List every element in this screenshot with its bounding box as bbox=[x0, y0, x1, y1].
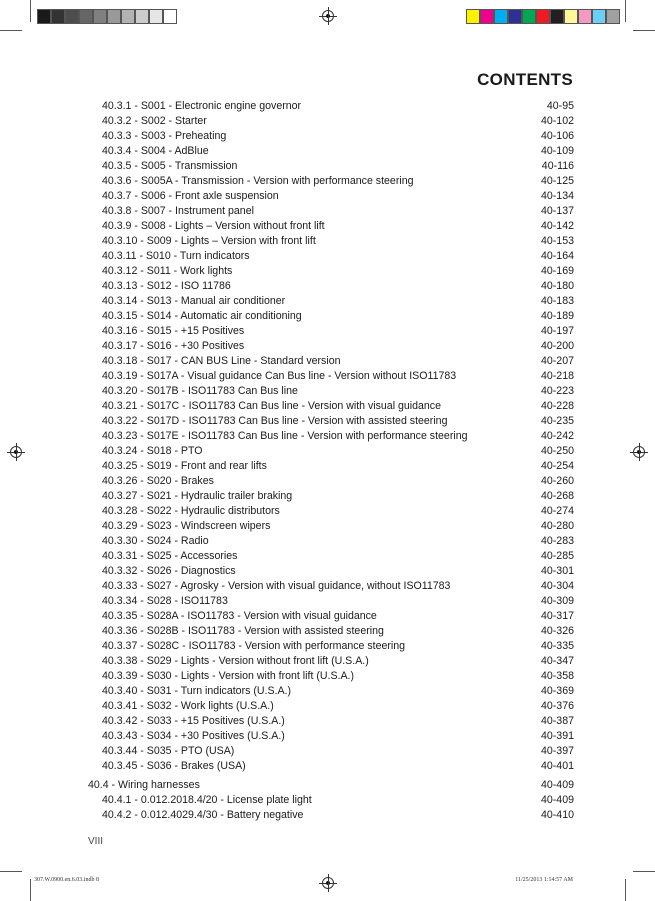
toc-entry-page: 40-409 bbox=[541, 794, 574, 806]
crop-mark-bottom-left bbox=[0, 871, 22, 872]
toc-entry-row bbox=[88, 324, 574, 339]
toc-entry-page: 40-410 bbox=[541, 809, 574, 821]
toc-entry-title: 40.3.26 - S020 - Brakes bbox=[102, 475, 214, 487]
toc-entry-page: 40-116 bbox=[541, 160, 574, 172]
toc-entry-page: 40-401 bbox=[541, 760, 574, 772]
toc-entry-title: 40.3.17 - S016 - +30 Positives bbox=[102, 340, 245, 352]
toc-entry-page: 40-280 bbox=[541, 520, 574, 532]
gray-swatch bbox=[121, 9, 135, 24]
toc-entry-title: 40.3.42 - S033 - +15 Positives (U.S.A.) bbox=[102, 715, 285, 727]
page-title: CONTENTS bbox=[477, 70, 573, 89]
gray-swatch bbox=[79, 9, 93, 24]
toc-entry-page: 40-180 bbox=[541, 280, 574, 292]
toc-entry-title: 40.3.32 - S026 - Diagnostics bbox=[102, 565, 236, 577]
toc-entry-page: 40-207 bbox=[541, 355, 574, 367]
toc-entry-page: 40-387 bbox=[541, 715, 574, 727]
gray-swatch bbox=[107, 9, 121, 24]
color-swatch bbox=[480, 9, 494, 24]
toc-entry-row bbox=[88, 99, 574, 114]
gray-swatch bbox=[51, 9, 65, 24]
toc-entry-title: 40.3.14 - S013 - Manual air conditioner bbox=[102, 295, 286, 307]
toc-entry-row bbox=[88, 729, 574, 744]
toc-entry-row bbox=[88, 549, 574, 564]
toc-entry-title: 40.3.23 - S017E - ISO11783 Can Bus line - Version with performance steering bbox=[102, 430, 468, 442]
toc-entry-row bbox=[88, 189, 574, 204]
registration-mark-bottom-icon bbox=[322, 877, 334, 889]
toc-entry-title: 40.3.36 - S028B - ISO11783 - Version with assisted steering bbox=[102, 625, 384, 637]
toc-entry-row bbox=[88, 594, 574, 609]
toc-entry-page: 40-369 bbox=[541, 685, 574, 697]
toc-entry-title: 40.3.8 - S007 - Instrument panel bbox=[102, 205, 254, 217]
toc-entry-page: 40-142 bbox=[541, 220, 574, 232]
toc-entry-page: 40-106 bbox=[541, 130, 574, 142]
print-slug-date: 11/25/2013 1:14:57 AM bbox=[515, 877, 573, 883]
toc-entry-page: 40-283 bbox=[541, 535, 574, 547]
toc-entry-title: 40.3.15 - S014 - Automatic air conditioning bbox=[102, 310, 302, 322]
toc-entry-title: 40.3.20 - S017B - ISO11783 Can Bus line bbox=[102, 385, 298, 397]
toc-entry-row bbox=[88, 264, 574, 279]
gray-swatch bbox=[163, 9, 177, 24]
toc-entry-row bbox=[88, 294, 574, 309]
crop-mark-top-right bbox=[633, 30, 655, 31]
toc-entry-title: 40.3.41 - S032 - Work lights (U.S.A.) bbox=[102, 700, 274, 712]
toc-entry-row bbox=[88, 279, 574, 294]
toc-entry-row bbox=[88, 219, 574, 234]
toc-entry-row bbox=[88, 759, 574, 774]
toc-entry-page: 40-347 bbox=[541, 655, 574, 667]
toc-entry-title: 40.3.11 - S010 - Turn indicators bbox=[102, 250, 250, 262]
toc-entry-title: 40.3.34 - S028 - ISO11783 bbox=[102, 595, 228, 607]
toc-entry-page: 40-285 bbox=[541, 550, 574, 562]
toc-entry-row bbox=[88, 174, 574, 189]
toc-entry-title: 40.3.1 - S001 - Electronic engine governor bbox=[102, 100, 302, 112]
toc-entry-title: 40.4.2 - 0.012.4029.4/30 - Battery negative bbox=[102, 809, 304, 821]
toc-entry-page: 40-164 bbox=[541, 250, 574, 262]
toc-entry-page: 40-376 bbox=[541, 700, 574, 712]
gray-swatch-bar bbox=[37, 9, 177, 24]
crop-mark-bottom-right-v bbox=[625, 879, 626, 901]
toc-entry-page: 40-228 bbox=[541, 400, 574, 412]
toc-entry-title: 40.3.13 - S012 - ISO 11786 bbox=[102, 280, 231, 292]
toc-entry-row bbox=[88, 519, 574, 534]
toc-entry-row bbox=[88, 234, 574, 249]
toc-entry-title: 40.3.21 - S017C - ISO11783 Can Bus line - Version with visual guidance bbox=[102, 400, 441, 412]
toc-entry-page: 40-391 bbox=[541, 730, 574, 742]
toc-entry-row bbox=[88, 564, 574, 579]
toc-entry-title: 40.3.22 - S017D - ISO11783 Can Bus line - Version with assisted steering bbox=[102, 415, 448, 427]
toc-entry-title: 40.3.33 - S027 - Agrosky - Version with visual guidance, without ISO11783 bbox=[102, 580, 451, 592]
color-swatch bbox=[592, 9, 606, 24]
toc-entry-title: 40.3.39 - S030 - Lights - Version with front lift (U.S.A.) bbox=[102, 670, 355, 682]
toc-entry-title: 40.3.25 - S019 - Front and rear lifts bbox=[102, 460, 267, 472]
toc-entry-row bbox=[88, 474, 574, 489]
toc-entry-title: 40.3.4 - S004 - AdBlue bbox=[102, 145, 209, 157]
color-swatch bbox=[508, 9, 522, 24]
table-of-contents bbox=[88, 99, 574, 823]
toc-entry-title: 40.3.3 - S003 - Preheating bbox=[102, 130, 227, 142]
toc-entry-row bbox=[88, 654, 574, 669]
toc-entry-title: 40.3.5 - S005 - Transmission bbox=[102, 160, 238, 172]
toc-entry-page: 40-309 bbox=[541, 595, 574, 607]
toc-entry-title: 40.3.38 - S029 - Lights - Version without front lift (U.S.A.) bbox=[102, 655, 369, 667]
toc-entry-row bbox=[88, 459, 574, 474]
color-swatch bbox=[466, 9, 480, 24]
toc-entry-page: 40-335 bbox=[541, 640, 574, 652]
gray-swatch bbox=[135, 9, 149, 24]
toc-entry-title: 40.3.43 - S034 - +30 Positives (U.S.A.) bbox=[102, 730, 285, 742]
toc-entry-row bbox=[88, 684, 574, 699]
toc-entry-title: 40.3.6 - S005A - Transmission - Version with performance steering bbox=[102, 175, 414, 187]
toc-entry-page: 40-109 bbox=[541, 145, 574, 157]
color-swatch bbox=[564, 9, 578, 24]
toc-entry-title: 40.3.44 - S035 - PTO (USA) bbox=[102, 745, 235, 757]
toc-entry-page: 40-95 bbox=[546, 100, 574, 112]
color-swatch bbox=[522, 9, 536, 24]
toc-entry-title: 40.3.24 - S018 - PTO bbox=[102, 445, 203, 457]
toc-entry-row bbox=[88, 309, 574, 324]
toc-entry-row bbox=[88, 159, 574, 174]
toc-entry-row bbox=[88, 384, 574, 399]
toc-entry-page: 40-235 bbox=[541, 415, 574, 427]
page-number: VIII bbox=[88, 836, 104, 847]
toc-entry-title: 40.3.40 - S031 - Turn indicators (U.S.A.) bbox=[102, 685, 292, 697]
gray-swatch bbox=[37, 9, 51, 24]
crop-mark-bottom-right bbox=[633, 871, 655, 872]
toc-entry-title: 40.3.19 - S017A - Visual guidance Can Bus line - Version without ISO11783 bbox=[102, 370, 457, 382]
toc-entry-row bbox=[88, 129, 574, 144]
color-swatch bbox=[536, 9, 550, 24]
color-swatch bbox=[494, 9, 508, 24]
toc-section-row bbox=[88, 778, 574, 793]
toc-entry-row bbox=[88, 354, 574, 369]
toc-entry-row bbox=[88, 444, 574, 459]
toc-entry-page: 40-358 bbox=[541, 670, 574, 682]
toc-entry-page: 40-301 bbox=[541, 565, 574, 577]
toc-entry-row bbox=[88, 144, 574, 159]
toc-entry-title: 40.3.35 - S028A - ISO11783 - Version with visual guidance bbox=[102, 610, 377, 622]
toc-entry-row bbox=[88, 114, 574, 129]
color-swatch-bar bbox=[466, 9, 620, 24]
toc-entry-row bbox=[88, 369, 574, 384]
toc-entry-row bbox=[88, 504, 574, 519]
toc-entry-page: 40-218 bbox=[541, 370, 574, 382]
gray-swatch bbox=[149, 9, 163, 24]
toc-entry-page: 40-134 bbox=[541, 190, 574, 202]
toc-entry-title: 40.3.27 - S021 - Hydraulic trailer braking bbox=[102, 490, 293, 502]
toc-entry-title: 40.4.1 - 0.012.2018.4/20 - License plate light bbox=[102, 794, 312, 806]
toc-entry-title: 40.3.2 - S002 - Starter bbox=[102, 115, 207, 127]
toc-entry-row bbox=[88, 744, 574, 759]
registration-mark-right-icon bbox=[633, 446, 645, 458]
toc-entry-page: 40-102 bbox=[541, 115, 574, 127]
toc-entry-page: 40-254 bbox=[541, 460, 574, 472]
toc-entry-title: 40.3.18 - S017 - CAN BUS Line - Standard version bbox=[102, 355, 341, 367]
toc-entry-page: 40-125 bbox=[541, 175, 574, 187]
toc-entry-title: 40.3.30 - S024 - Radio bbox=[102, 535, 209, 547]
toc-entry-row bbox=[88, 534, 574, 549]
toc-entry-page: 40-304 bbox=[541, 580, 574, 592]
toc-entry-page: 40-250 bbox=[541, 445, 574, 457]
registration-mark-left-icon bbox=[10, 446, 22, 458]
color-swatch bbox=[550, 9, 564, 24]
toc-entry-row bbox=[88, 624, 574, 639]
toc-entry-page: 40-260 bbox=[541, 475, 574, 487]
gray-swatch bbox=[65, 9, 79, 24]
toc-entry-title: 40.3.37 - S028C - ISO11783 - Version with performance steering bbox=[102, 640, 406, 652]
toc-entry-title: 40.3.10 - S009 - Lights – Version with front lift bbox=[102, 235, 316, 247]
toc-entry-page: 40-197 bbox=[541, 325, 574, 337]
toc-entry-page: 40-409 bbox=[541, 779, 574, 791]
toc-entry-title: 40.3.7 - S006 - Front axle suspension bbox=[102, 190, 279, 202]
crop-mark-top-left-v bbox=[30, 0, 31, 22]
crop-mark-top-right-v bbox=[625, 0, 626, 22]
toc-entry-row bbox=[88, 699, 574, 714]
toc-entry-title: 40.3.28 - S022 - Hydraulic distributors bbox=[102, 505, 280, 517]
toc-entry-row bbox=[88, 808, 574, 823]
toc-entry-row bbox=[88, 579, 574, 594]
toc-entry-title: 40.3.31 - S025 - Accessories bbox=[102, 550, 238, 562]
toc-entry-row bbox=[88, 204, 574, 219]
toc-entry-row bbox=[88, 339, 574, 354]
crop-mark-top-left bbox=[0, 30, 22, 31]
toc-entry-page: 40-183 bbox=[541, 295, 574, 307]
toc-entry-page: 40-200 bbox=[541, 340, 574, 352]
toc-entry-title: 40.3.16 - S015 - +15 Positives bbox=[102, 325, 245, 337]
toc-entry-title: 40.3.45 - S036 - Brakes (USA) bbox=[102, 760, 246, 772]
toc-entry-page: 40-326 bbox=[541, 625, 574, 637]
toc-entry-title: 40.3.9 - S008 - Lights – Version without front lift bbox=[102, 220, 325, 232]
toc-entry-row bbox=[88, 489, 574, 504]
toc-entry-row bbox=[88, 639, 574, 654]
toc-entry-page: 40-137 bbox=[541, 205, 574, 217]
toc-entry-row bbox=[88, 429, 574, 444]
toc-entry-page: 40-397 bbox=[541, 745, 574, 757]
toc-entry-page: 40-274 bbox=[541, 505, 574, 517]
toc-entry-page: 40-268 bbox=[541, 490, 574, 502]
crop-mark-bottom-left-v bbox=[30, 879, 31, 901]
toc-entry-row bbox=[88, 714, 574, 729]
color-swatch bbox=[606, 9, 620, 24]
toc-entry-row bbox=[88, 249, 574, 264]
print-slug-file: 307.W.0900.en.6.03.indb 8 bbox=[34, 877, 99, 883]
toc-entry-page: 40-153 bbox=[541, 235, 574, 247]
toc-entry-page: 40-317 bbox=[541, 610, 574, 622]
toc-entry-title: 40.3.12 - S011 - Work lights bbox=[102, 265, 233, 277]
toc-entry-row bbox=[88, 399, 574, 414]
registration-mark-top-icon bbox=[322, 10, 334, 22]
gray-swatch bbox=[93, 9, 107, 24]
toc-entry-row bbox=[88, 669, 574, 684]
toc-entry-row bbox=[88, 414, 574, 429]
toc-entry-title: 40.3.29 - S023 - Windscreen wipers bbox=[102, 520, 271, 532]
toc-entry-title: 40.4 - Wiring harnesses bbox=[88, 779, 200, 791]
color-swatch bbox=[578, 9, 592, 24]
toc-entry-page: 40-189 bbox=[541, 310, 574, 322]
toc-entry-row bbox=[88, 609, 574, 624]
toc-entry-row bbox=[88, 793, 574, 808]
toc-entry-page: 40-242 bbox=[541, 430, 574, 442]
toc-entry-page: 40-169 bbox=[541, 265, 574, 277]
toc-entry-page: 40-223 bbox=[541, 385, 574, 397]
